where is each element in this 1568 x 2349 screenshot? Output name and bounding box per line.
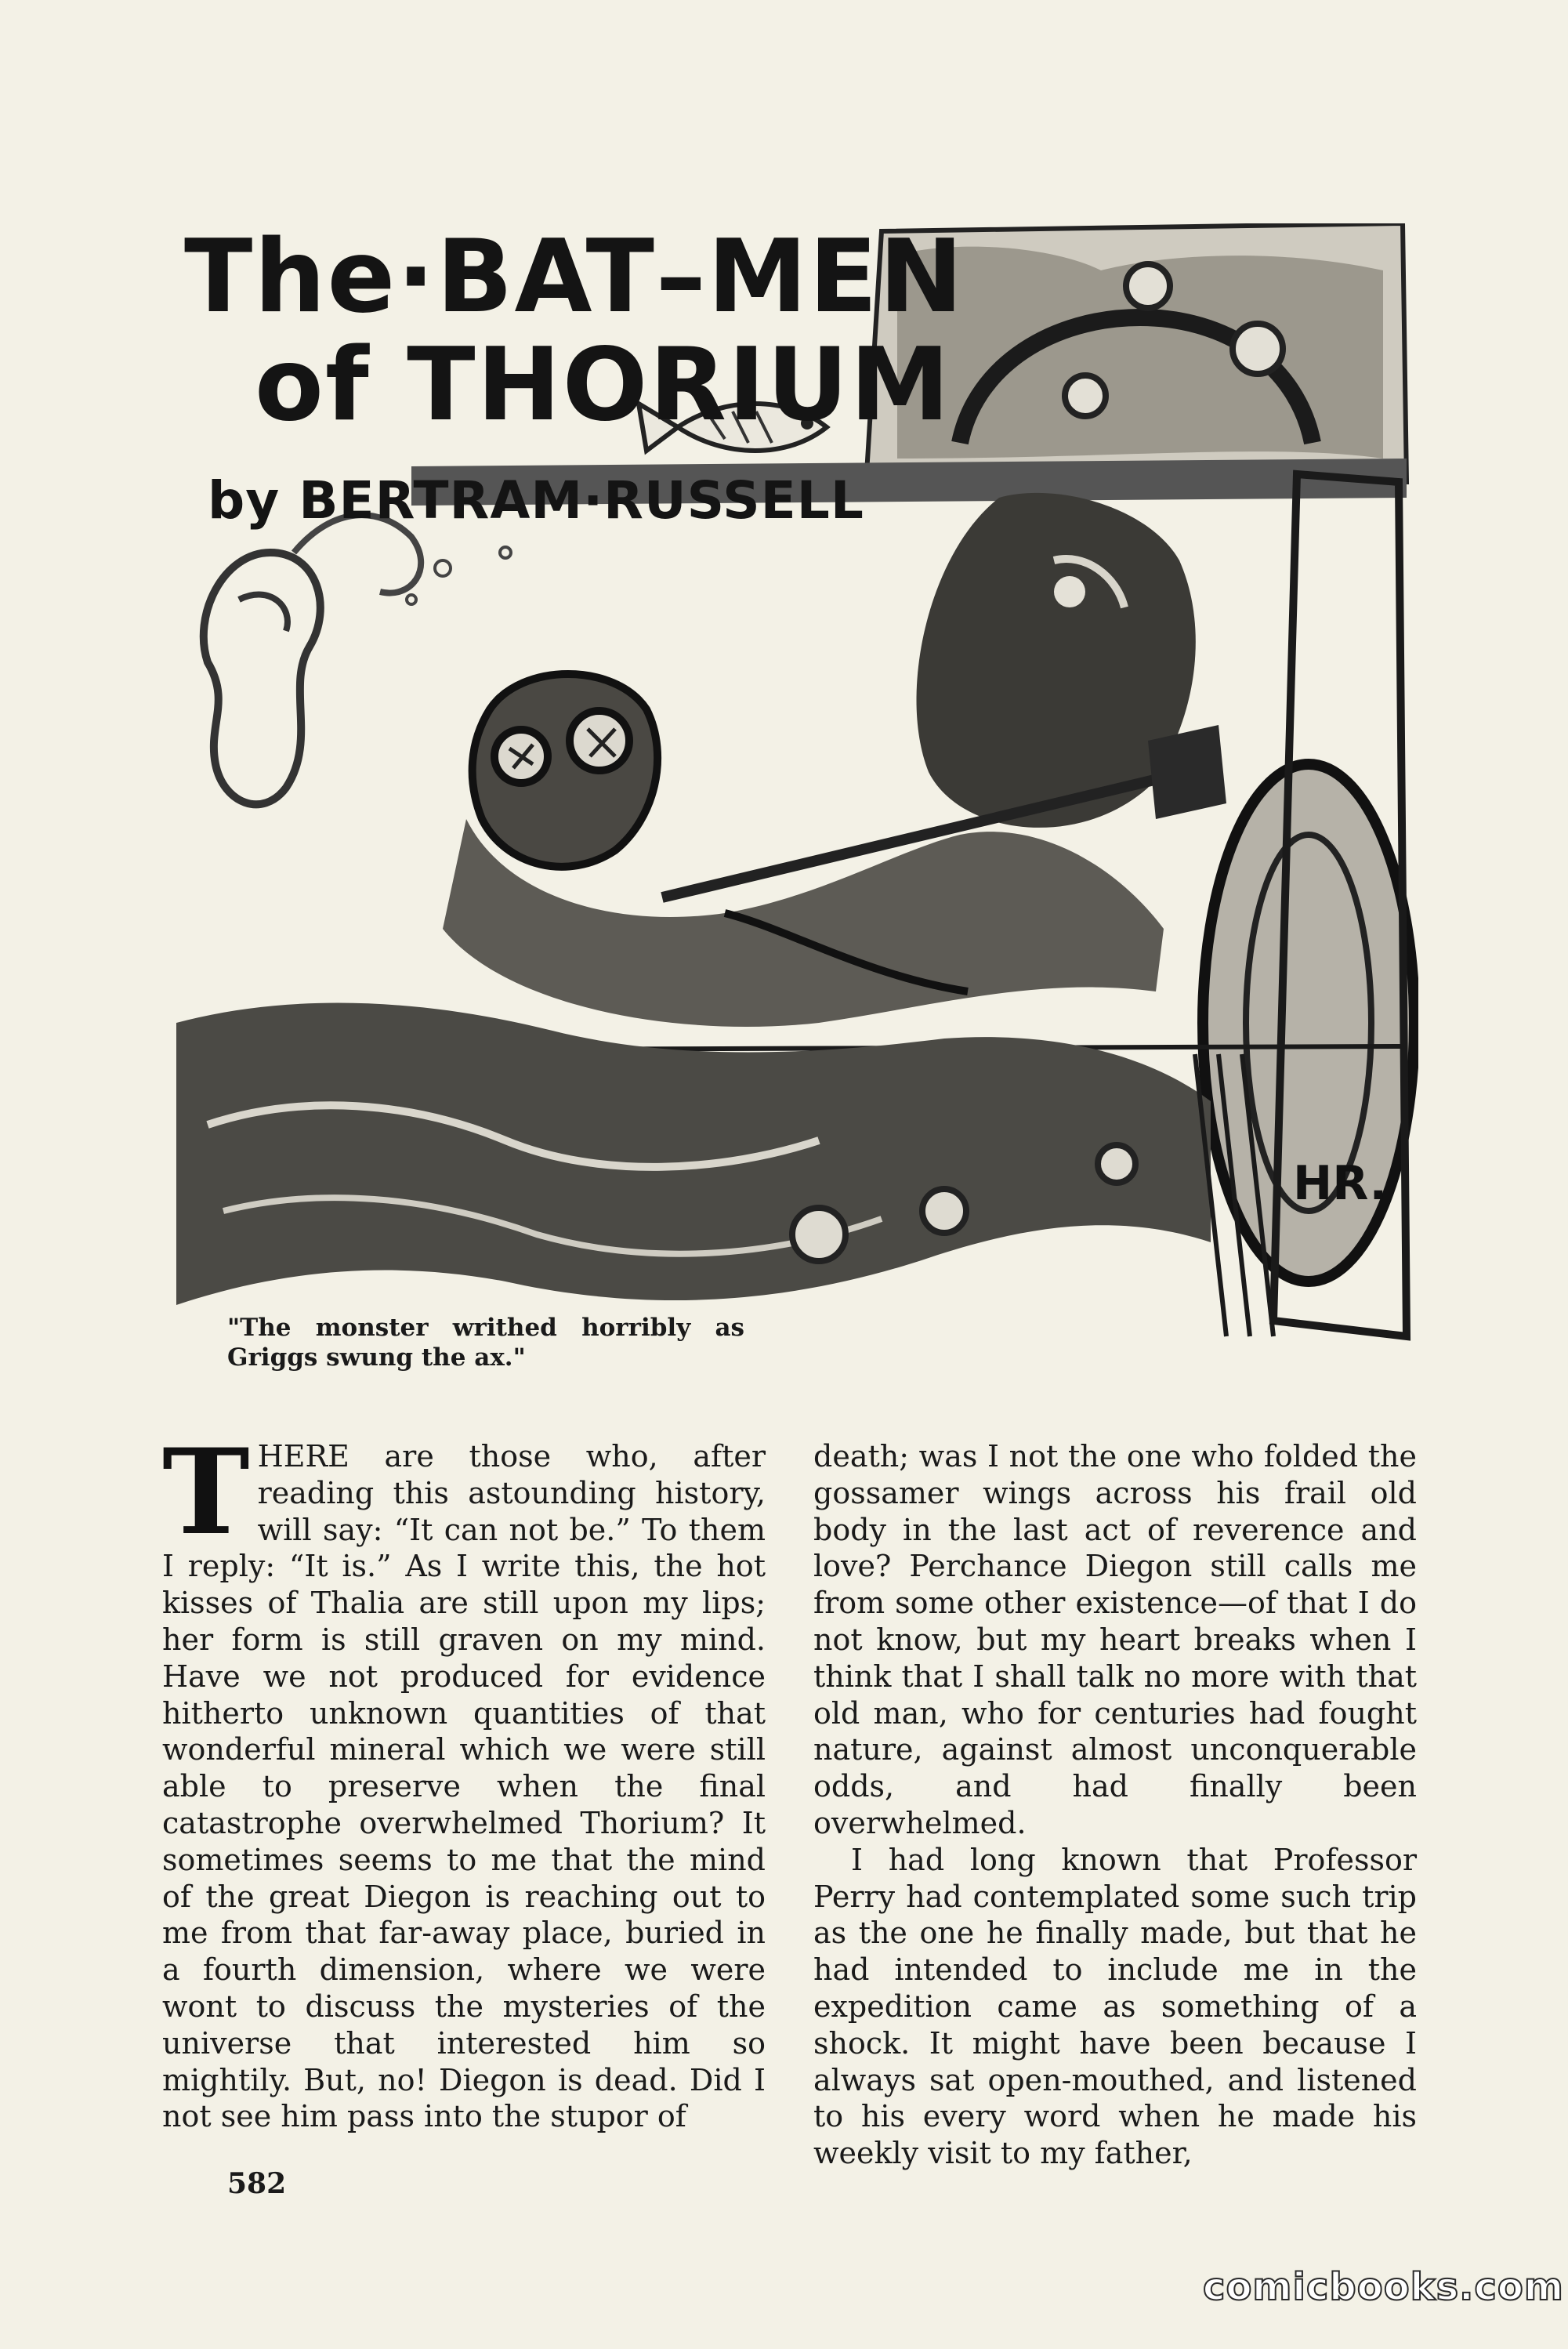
illustration-caption: "The monster writhed horribly as Griggs swung the ax." (227, 1314, 744, 1372)
site-watermark: comicbooks.com (1203, 2265, 1564, 2309)
paragraph-second: I had long known that Professor Perry had contemplated some such trip as the one he finally made, but that he had intended to include me in the expedition came as something of a shock. It might have been because I always sat open-mouthed, and listened to his every word when he made his weekly visit to my father, (813, 1842, 1417, 2171)
title-line-1: The·BAT–MEN (184, 219, 965, 335)
text-column-right (813, 1438, 1417, 2172)
paragraph-continuation: death; was I not the one who folded the gossamer wings across his frail old body in the last act of reverence and love? Perchance Diegon still calls me from some other existence—of that I do not know, but my heart breaks when I think that I shall talk no more with that old man, who for centuries had fought nature, against almost unconquerable odds, and had finally been overwhelmed. (813, 1439, 1417, 1840)
page-number: 582 (227, 2167, 287, 2200)
drop-cap: T (162, 1423, 250, 1561)
artist-signature: HR. (1293, 1156, 1388, 1211)
author-byline: by BERTRAM·RUSSELL (208, 470, 864, 531)
title-line-2: of THORIUM (255, 327, 951, 444)
opening-paragraph-text: HERE are those who, after reading this astounding history, will say: “It can not be.” To them I reply: “It is.” As I write this, the hot kisses of Thalia are still upon my lips; her form is still graven on my mind. Have we not produced for evidence hitherto unknown quantities of that wonderful mineral which we were still able to preserve when the final catastrophe overwhelmed Thorium? It sometimes seems to me that the mind of the great Diegon is reaching out to me from that far-away place, buried in a fourth dimension, where we were wont to discuss the mysteries of the universe that interested him so mightily. But, no! Diegon is dead. Did I not see him pass into the stupor of (162, 1439, 766, 2134)
opening-paragraph (162, 1423, 766, 2135)
text-column-left (162, 1423, 766, 2135)
